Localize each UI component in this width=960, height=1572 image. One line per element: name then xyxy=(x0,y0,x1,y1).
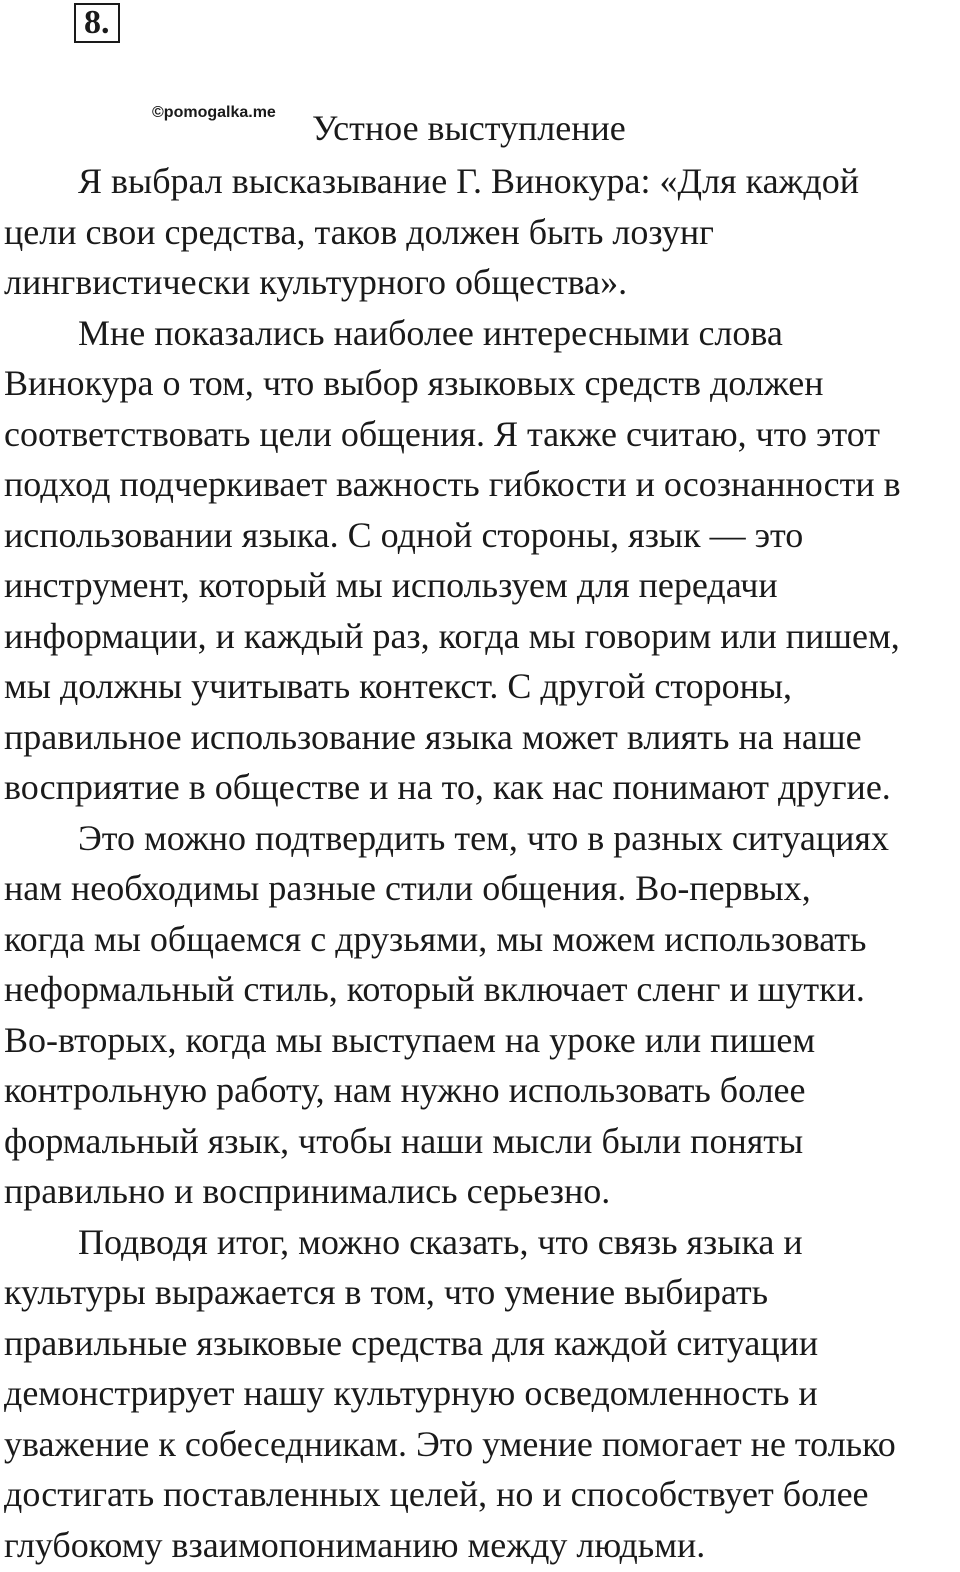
text-line: Мне показались наиболее интересными слова xyxy=(78,312,783,353)
text-line: соответствовать цели общения. Я также считаю, что этот xyxy=(4,413,880,454)
text-line: правильное использование языка может влиять на наше xyxy=(4,716,862,757)
text-line: мы должны учитывать контекст. С другой стороны, xyxy=(4,666,793,706)
text-line: неформальный стиль, который включает сленг и шутки. xyxy=(4,969,865,1009)
text-line: Это можно подтвердить тем, что в разных ситуациях xyxy=(78,817,889,858)
text-line: культуры выражается в том, что умение выбирать xyxy=(4,1272,769,1312)
text-line: когда мы общаемся с друзьями, мы можем использовать xyxy=(4,918,867,959)
watermark: ©pomogalka.me xyxy=(152,104,276,121)
document-title: Устное выступление xyxy=(312,108,626,148)
text-line: цели свои средства, таков должен быть лозунг xyxy=(4,211,714,252)
text-line: уважение к собеседникам. Это умение помогает не только xyxy=(4,1423,896,1464)
text-line: лингвистически культурного общества». xyxy=(4,262,628,302)
text-line: информации, и каждый раз, когда мы говорим или пишем, xyxy=(4,615,900,656)
essay-body xyxy=(4,156,956,1570)
text-line: достигать поставленных целей, но и способствует более xyxy=(4,1474,869,1514)
text-line: правильно и воспринимались серьезно. xyxy=(4,1171,611,1211)
text-line: глубокому взаимопониманию между людьми. xyxy=(4,1524,706,1565)
text-line: Винокура о том, что выбор языковых средств должен xyxy=(4,363,824,403)
text-line: инструмент, который мы используем для передачи xyxy=(4,565,778,605)
text-line: нам необходимы разные стили общения. Во-первых, xyxy=(4,868,811,908)
text-line: Я выбрал высказывание Г. Винокура: «Для каждой xyxy=(78,161,859,201)
text-line: подход подчеркивает важность гибкости и осознанности в xyxy=(4,464,901,504)
text-line: Во-вторых, когда мы выступаем на уроке или пишем xyxy=(4,1019,816,1060)
text-line: демонстрирует нашу культурную осведомленность и xyxy=(4,1373,818,1413)
text-line: контрольную работу, нам нужно использовать более xyxy=(4,1070,806,1110)
text-line: использовании языка. С одной стороны, язык — это xyxy=(4,514,804,555)
text-line: восприятие в обществе и на то, как нас понимают другие. xyxy=(4,767,891,807)
text-line: Подводя итог, можно сказать, что связь языка и xyxy=(78,1221,803,1262)
task-number-box: 8. xyxy=(74,3,120,43)
text-line: правильные языковые средства для каждой ситуации xyxy=(4,1322,819,1363)
text-line: формальный язык, чтобы наши мысли были поняты xyxy=(4,1120,804,1161)
